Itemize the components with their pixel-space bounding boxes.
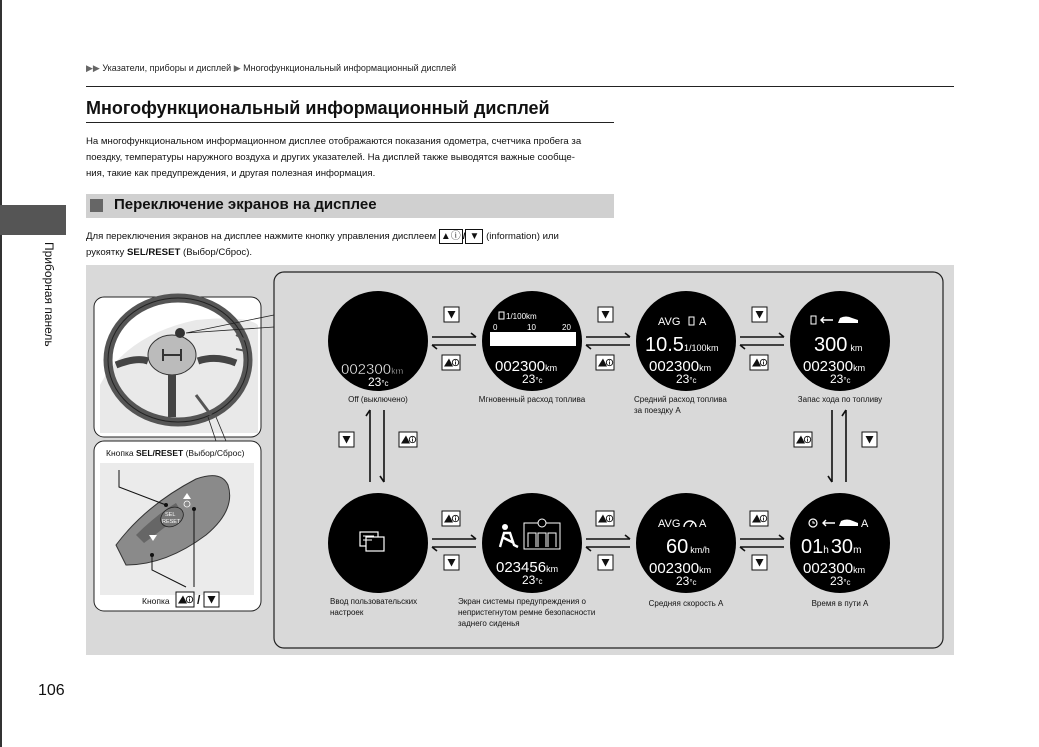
screen-elapsed-time[interactable] (790, 493, 890, 593)
chapter-label: Приборная панель (42, 242, 56, 347)
buttons-callout (94, 441, 261, 611)
screen-avg-fuel[interactable] (636, 291, 736, 391)
svg-text:1/100km: 1/100km (506, 312, 537, 321)
svg-text:23°c: 23°c (830, 372, 851, 386)
page-edge-line (0, 0, 2, 747)
svg-text:23°c: 23°c (368, 375, 389, 389)
intro-line: На многофункциональном информационном дисплее отображаются показания одометра, счетчика пробега за (86, 136, 582, 147)
svg-text:20: 20 (562, 323, 571, 332)
svg-text:002300km: 002300km (649, 560, 712, 577)
illustration-panel (86, 265, 954, 655)
caption-off: Off (выключено) (348, 395, 408, 404)
sel-reset-label: SEL/RESET (127, 247, 181, 259)
svg-text:002300km: 002300km (495, 358, 558, 375)
screen-range[interactable] (790, 291, 890, 391)
svg-text:A: A (699, 518, 707, 530)
svg-text:23°c: 23°c (830, 574, 851, 588)
svg-text:10.51/100km: 10.51/100km (645, 334, 719, 356)
page-title: Многофункциональный информационный дисплей (86, 98, 550, 118)
svg-text:A: A (861, 518, 869, 530)
caption-instant: Мгновенный расход топлива (478, 395, 586, 404)
intro-line: поездку, температуры наружного воздуха и других указателей. На дисплей также выводятся важные сообще- (86, 152, 575, 163)
screen-seatbelt-warning[interactable] (482, 493, 582, 593)
svg-text:10: 10 (527, 323, 536, 332)
svg-text:01h30m: 01h 30m (801, 536, 862, 558)
svg-text:60km/h: 60 km/h (666, 536, 710, 558)
section-square-icon (90, 199, 103, 212)
screen-avg-speed[interactable] (636, 493, 736, 593)
intro-line: ния, такие как предупреждения, и другая полезная информация. (86, 168, 376, 179)
caption-custom: Ввод пользовательских настроек (330, 597, 418, 617)
screen-off[interactable] (328, 291, 428, 391)
section-title: Переключение экранов на дисплее (114, 196, 377, 213)
header-rule (86, 86, 954, 87)
instant-fuel-bar (490, 332, 576, 346)
breadcrumb (86, 63, 456, 74)
caption-avg-speed: Средняя скорость A (648, 599, 724, 608)
breadcrumb-level1[interactable]: Указатели, приборы и дисплей (102, 63, 232, 73)
svg-text:AVG: AVG (658, 316, 681, 328)
svg-text:300km: 300 km (814, 334, 863, 356)
svg-text:/: / (197, 593, 201, 607)
breadcrumb-arrow-icon: ▶▶ (86, 63, 100, 73)
instruction-text: Для переключения экранов на дисплее нажмите кнопку управления дисплеем (86, 231, 437, 243)
seatbelt-person-icon (502, 524, 508, 530)
svg-text:A: A (699, 316, 707, 328)
svg-text:002300km: 002300km (649, 358, 712, 375)
up-info-button-icon: ▲ⓘ (440, 231, 461, 242)
page-number: 106 (38, 682, 65, 699)
svg-text:002300km: 002300km (341, 361, 404, 378)
caption-range: Запас хода по топливу (797, 395, 883, 404)
svg-text:AVG: AVG (658, 518, 681, 530)
chapter-tab (0, 205, 66, 235)
svg-text:23°c: 23°c (522, 372, 543, 386)
svg-text:23°c: 23°c (676, 372, 697, 386)
callout-sel-label: Кнопка SEL/RESET (Выбор/Сброс) (106, 448, 245, 458)
down-button-icon: ▼ (465, 229, 483, 244)
breadcrumb-level2[interactable]: Многофункциональный информационный дисплей (243, 63, 457, 73)
steering-wheel-illustration (94, 297, 261, 437)
display-diagram (86, 265, 954, 655)
intro-paragraph (86, 134, 614, 182)
sel-on-button: SEL (165, 512, 176, 518)
screen-custom-settings[interactable] (328, 493, 428, 593)
svg-text:023456km: 023456km (496, 559, 559, 576)
instruction-text: (Выбор/Сброс). (183, 247, 253, 259)
svg-text:002300km: 002300km (803, 358, 866, 375)
instruction-info-word: (information) или (486, 231, 559, 243)
svg-text:0: 0 (493, 323, 498, 332)
caption-elapsed: Время в пути A (811, 599, 869, 608)
svg-text:23°c: 23°c (676, 574, 697, 588)
title-rule (86, 122, 614, 123)
svg-text:23°c: 23°c (522, 573, 543, 587)
instruction-text: рукоятку (86, 247, 125, 259)
reset-on-button: RESET (162, 519, 181, 525)
caption-avg-fuel: Средний расход топлива за поездку A (634, 395, 727, 415)
screen-instant-fuel[interactable] (482, 291, 582, 391)
callout-button-label: Кнопка (142, 596, 170, 606)
instruction-paragraph: Для переключения экранов на дисплее нажмите кнопку управления дисплеем ▲ⓘ / ▼ (information) или рукоятку SEL/RESET (Выбор/Сброс). (86, 231, 559, 259)
svg-text:002300km: 002300km (803, 560, 866, 577)
breadcrumb-arrow-icon: ▶ (233, 63, 241, 73)
caption-seatbelt: Экран системы предупреждения о непристегнутом ремне безопасности заднего сиденья (458, 597, 596, 628)
